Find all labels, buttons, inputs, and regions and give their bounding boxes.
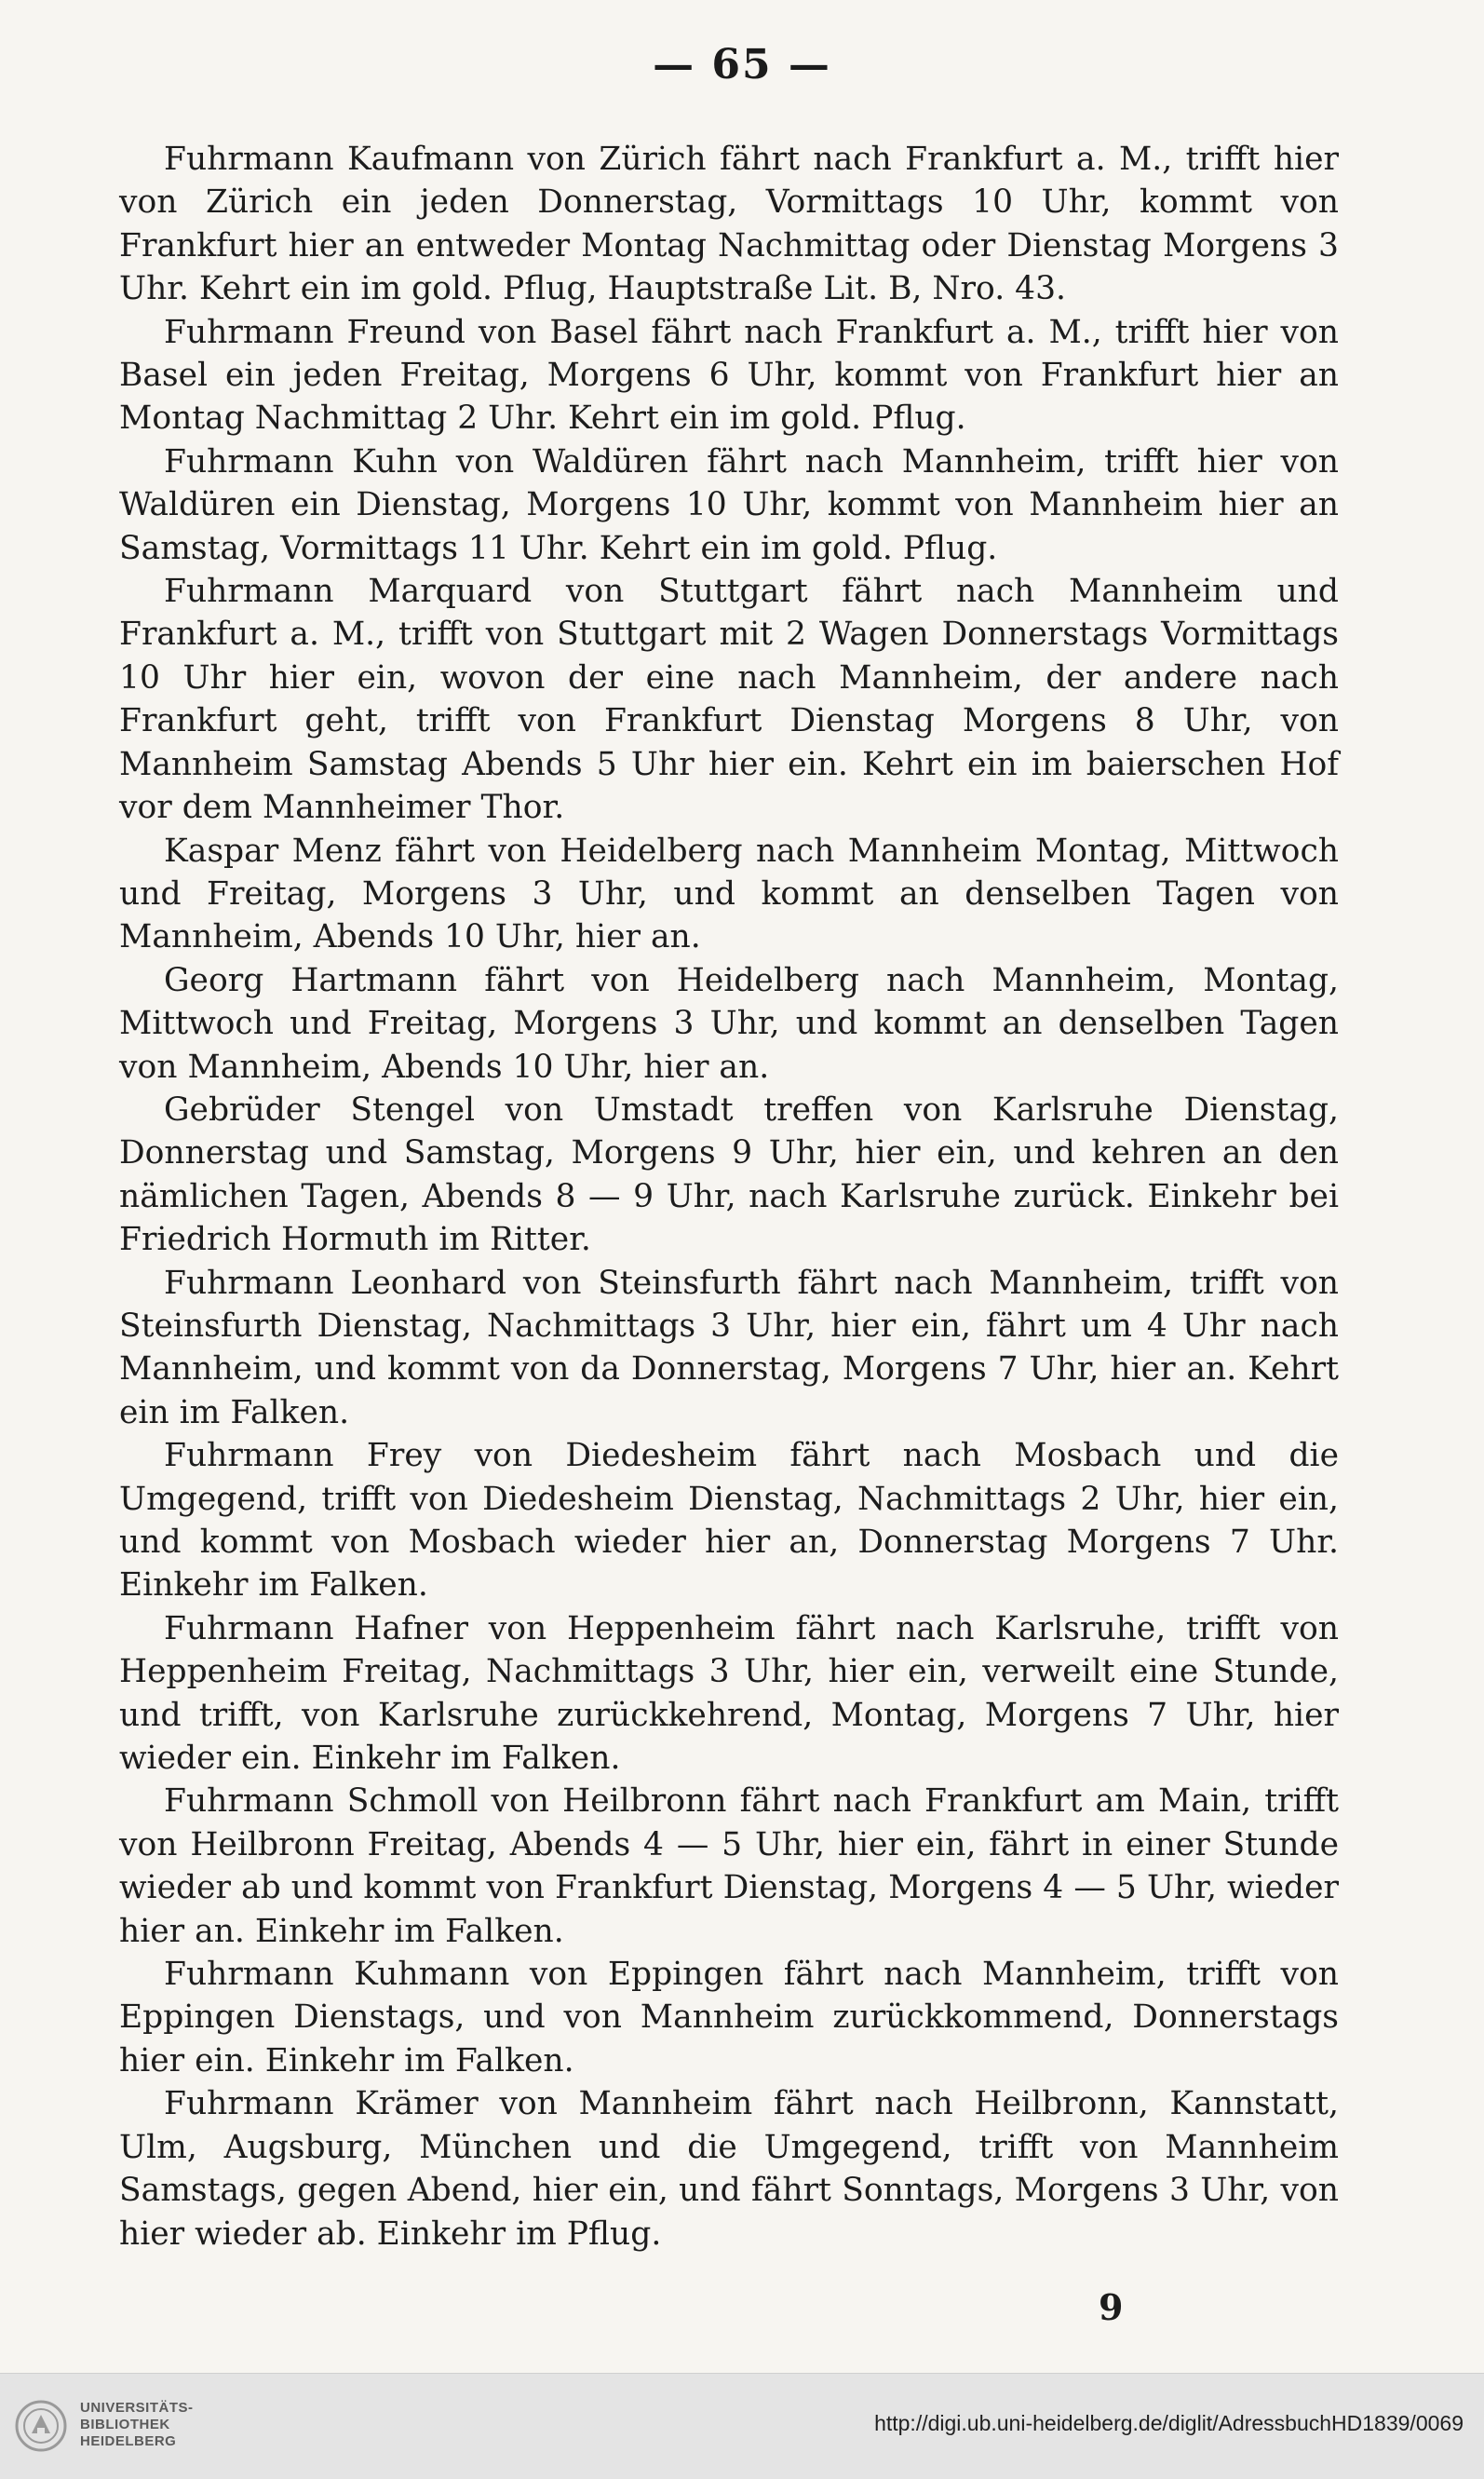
paragraph-kuhn: Fuhrmann Kuhn von Waldüren fährt nach Mannheim, trifft hier von Waldüren ein Dienstag, Morgens 10 Uhr, kommt von Mannheim hier an Samstag, Vormittags 11 Uhr. Kehrt ein im gold. Pflug. — [119, 442, 1339, 567]
paragraph-frey: Fuhrmann Frey von Diedesheim fährt nach Mosbach und die Umgegend, trifft von Diedesheim Dienstag, Nachmittags 2 Uhr, hier ein, und kommt von Mosbach wieder hier an, Donnerstag Morgens 7 Uhr. Einkehr im Falken. — [119, 1437, 1339, 1605]
library-name-line2: BIBLIOTHEK — [80, 2417, 170, 2432]
signature-mark: 9 — [1099, 2286, 1124, 2328]
paragraph-kaufmann: Fuhrmann Kaufmann von Zürich fährt nach Frankfurt a. M., trifft hier von Zürich ein jeden Donnerstag, Vormittags 10 Uhr, kommt von Frankfurt hier an entweder Montag Nachmittag oder Dienstag Morgens 3 Uhr. Kehrt ein im gold. Pflug, Hauptstraße Lit. B, Nro. 43. — [119, 141, 1339, 308]
paragraph-freund: Fuhrmann Freund von Basel fährt nach Frankfurt a. M., trifft hier von Basel ein jeden Freitag, Morgens 6 Uhr, kommt von Frankfurt hier an Montag Nachmittag 2 Uhr. Kehrt ein im gold. Pflug. — [119, 313, 1339, 438]
paragraph-leonhard: Fuhrmann Leonhard von Steinsfurth fährt nach Mannheim, trifft von Steinsfurth Dienstag, Nachmittags 3 Uhr, hier ein, fährt um 4 Uhr nach Mannheim, und kommt von da Donnerstag, Morgens 7 Uhr, hier an. Kehrt ein im Falken. — [119, 1264, 1339, 1431]
paragraph-marquard: Fuhrmann Marquard von Stuttgart fährt nach Mannheim und Frankfurt a. M., trifft von Stuttgart mit 2 Wagen Donnerstags Vormittags 10 Uhr hier ein, wovon der eine nach Mannheim, der andere nach Frankfurt geht, trifft von Frankfurt Dienstag Morgens 8 Uhr, von Mannheim Samstag Abends 5 Uhr hier ein. Kehrt ein im baierschen Hof vor dem Mannheimer Thor. — [119, 573, 1339, 827]
footer-bar — [0, 2373, 1484, 2479]
paragraph-hafner: Fuhrmann Hafner von Heppenheim fährt nach Karlsruhe, trifft von Heppenheim Freitag, Nachmittags 3 Uhr, hier ein, verweilt eine Stunde, und trifft, von Karlsruhe zurückkehrend, Montag, Morgens 7 Uhr, hier wieder ein. Einkehr im Falken. — [119, 1609, 1339, 1778]
library-name — [80, 2400, 194, 2450]
paragraph-hartmann: Georg Hartmann fährt von Heidelberg nach Mannheim, Montag, Mittwoch und Freitag, Morgens 3 Uhr, und kommt an denselben Tagen von Mannheim, Abends 10 Uhr, hier an. — [119, 961, 1339, 1086]
university-seal-icon — [15, 2400, 67, 2452]
library-name-line3: HEIDELBERG — [80, 2433, 177, 2449]
paragraph-kraemer: Fuhrmann Krämer von Mannheim fährt nach Heilbronn, Kannstatt, Ulm, Augsburg, München und die Umgegend, trifft von Mannheim Samstags, gegen Abend, hier ein, und fährt Sonntags, Morgens 3 Uhr, von hier wieder ab. Einkehr im Pflug. — [119, 2085, 1339, 2253]
paragraph-menz: Kaspar Menz fährt von Heidelberg nach Mannheim Montag, Mittwoch und Freitag, Morgens 3 Uhr, und kommt an denselben Tagen von Mannheim, Abends 10 Uhr, hier an. — [119, 832, 1339, 956]
library-name-line1: UNIVERSITÄTS- — [80, 2400, 194, 2416]
paragraph-schmoll: Fuhrmann Schmoll von Heilbronn fährt nach Frankfurt am Main, trifft von Heilbronn Freitag, Abends 4 — 5 Uhr, hier ein, fährt in einer Stunde wieder ab und kommt von Frankfurt Dienstag, Morgens 4 — 5 Uhr, wieder hier an. Einkehr im Falken. — [119, 1782, 1339, 1950]
source-url-link[interactable]: http://digi.ub.uni-heidelberg.de/diglit/AdressbuchHD1839/0069 — [874, 2411, 1464, 2435]
page-number: — 65 — — [653, 41, 831, 88]
paragraph-kuhmann: Fuhrmann Kuhmann von Eppingen fährt nach Mannheim, trifft von Eppingen Dienstags, und von Mannheim zurückkommend, Donnerstags hier ein. Einkehr im Falken. — [119, 1956, 1339, 2079]
body-text — [119, 138, 1339, 2255]
paragraph-stengel: Gebrüder Stengel von Umstadt treffen von Karlsruhe Dienstag, Donnerstag und Samstag, Morgens 9 Uhr, hier ein, und kehren an den nämlichen Tagen, Abends 8 — 9 Uhr, nach Karlsruhe zurück. Einkehr bei Friedrich Hormuth im Ritter. — [119, 1090, 1339, 1259]
